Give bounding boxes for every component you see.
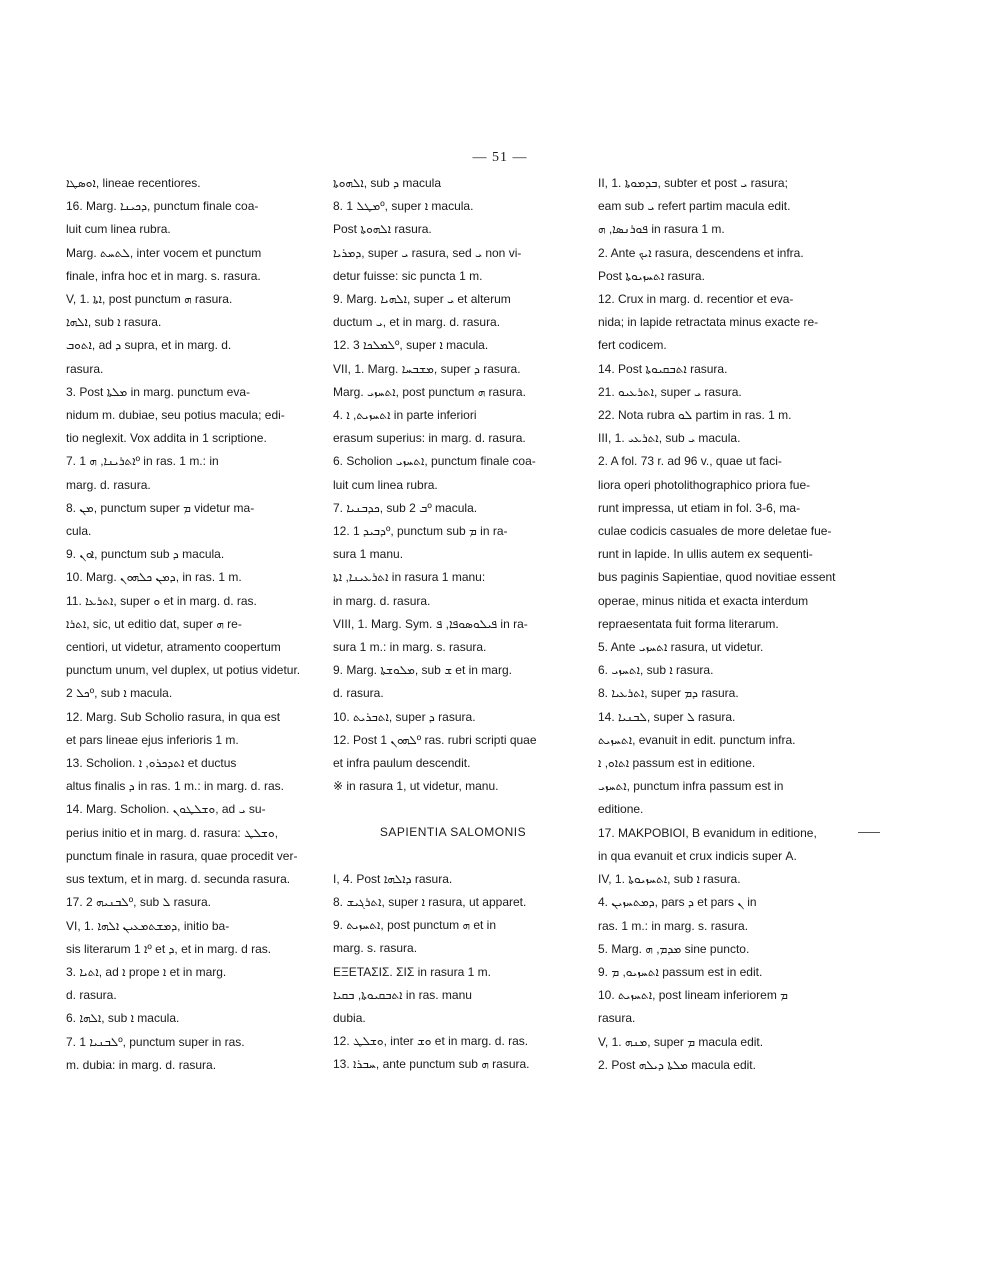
- text-line: 9. Marg. ܐܠܗܝܐ, super ܝ et alterum: [333, 292, 511, 307]
- text-line: 12. Post ܠܗܘܢ 1º ras. rubri scripti quae: [333, 732, 537, 747]
- text-line: finale, infra hoc et in marg. s. rasura.: [66, 268, 261, 283]
- blank-line: [333, 845, 573, 868]
- text-line: 14. Marg. Scholion. ܘܫܠܛܘܢ, ad ܝ su-: [66, 802, 266, 817]
- text-line: sus textum, et in marg. d. secunda rasura.: [66, 872, 291, 887]
- text-line: 12. Marg. Sub Scholio rasura, in qua est: [66, 709, 281, 724]
- text-line: 9. ܐܬܚܙܝܘ, ܡ passum est in edit.: [598, 964, 763, 979]
- text-line: 12. Crux in marg. d. recentior et eva-: [598, 292, 794, 307]
- text-line: Marg. ܠܬܚܬ, inter vocem et punctum: [66, 245, 262, 260]
- text-line: 12. ܘܫܠܛ, inter ܘܫ et in marg. d. ras.: [333, 1034, 529, 1049]
- text-line: V, 1. ܐܬܐ, post punctum ܗ rasura.: [66, 292, 233, 307]
- section-heading: SAPIENTIA SALOMONIS: [379, 825, 527, 840]
- text-line: ܐܬܐܘ, ܐ passum est in editione.: [598, 756, 756, 771]
- text-line: ܕܡܪܝܐ, super ܝ rasura, sed ܝ non vi-: [333, 245, 522, 260]
- text-line: VIII, 1. Marg. Sym. ܦܝܠܘܣܘܦܐ, ܦ in ra-: [333, 616, 528, 631]
- text-line: ductum ܝ, et in marg. d. rasura.: [333, 315, 501, 330]
- text-line: 8. ܡܛܠ 1º, super ܐ macula.: [333, 199, 474, 214]
- text-line: luit cum linea rubra.: [66, 222, 171, 237]
- text-line: nidum m. dubiae, seu potius macula; edi-: [66, 408, 285, 423]
- text-line: 3. Post ܡܠܬܐ in marg. punctum eva-: [66, 384, 250, 399]
- text-line: ܐܬܪܥܝܢܐ, ܐܬܐ in rasura 1 manu:: [333, 570, 486, 585]
- text-line: tio neglexit. Vox addita in 1 scriptione.: [66, 431, 267, 446]
- text-line: ܐܬܚܙܝ, punctum infra passum est in: [598, 779, 784, 794]
- text-line: 6. Scholion ܐܬܚܙܝ, punctum finale coa-: [333, 454, 536, 469]
- text-line: 7. ܟܕܒܢܝܐ, sub ܒ 2º macula.: [333, 500, 478, 515]
- text-line: Post ܐܬܚܙܝܘܬܐ rasura.: [598, 268, 705, 283]
- text-line: punctum unum, vel duplex, ut potius videtur.: [66, 663, 301, 678]
- text-line: editione.: [598, 802, 644, 817]
- text-line: 8. ܐܬܪܓܝܫ, super ܐ rasura, ut apparet.: [333, 894, 527, 909]
- text-line: in marg. d. rasura.: [333, 593, 431, 608]
- text-line: 17. ܠܒܢܝܗ 2º, sub ܠ rasura.: [66, 895, 212, 910]
- text-line: culae codicis casuales de more deletae fue-: [598, 524, 832, 539]
- text-line: 10. ܐܬܚܙܝܬ, post lineam inferiorem ܡ: [598, 988, 788, 1003]
- text-line: 6. ܐܬܚܙܝ, sub ܐ rasura.: [598, 663, 714, 678]
- text-column-middle: [333, 172, 573, 1077]
- text-line: et infra paulum descendit.: [333, 756, 471, 771]
- text-line: 2. Ante ܐܝܟ rasura, descendens et infra.: [598, 245, 804, 260]
- text-line: ΕΞΕΤΑΣΙΣ. ΣΙΣ in rasura 1 m.: [333, 964, 491, 979]
- text-line: 12. ܕܒܝܕ 1º, punctum sub ܡ in ra-: [333, 524, 508, 539]
- text-line: fert codicem.: [598, 338, 667, 353]
- text-line: rasura.: [66, 361, 104, 376]
- text-line: 13. Scholion. ܐܬܕܟܪܘ, ܐ et ductus: [66, 756, 237, 771]
- text-line: sura 1 manu.: [333, 547, 404, 562]
- text-line: ܟܠ 2º, sub ܐ macula.: [66, 686, 173, 701]
- text-line: punctum finale in rasura, quae procedit ver-: [66, 848, 298, 863]
- text-line: 10. Marg. ܕܡܢ ܟܠܗܘܢ, in ras. 1 m.: [66, 570, 242, 585]
- text-line: d. rasura.: [66, 988, 117, 1003]
- text-line: bus paginis Sapientiae, quod novitiae essent: [598, 570, 836, 585]
- text-line: Post ܐܠܗܘܬܐ rasura.: [333, 222, 432, 237]
- text-line: m. dubia: in marg. d. rasura.: [66, 1057, 217, 1072]
- text-line: 5. Ante ܐܬܚܙܝ rasura, ut videtur.: [598, 640, 764, 655]
- text-line: ܐܬܘܒ, ad ܕ supra, et in marg. d.: [66, 338, 232, 353]
- text-line: 4. ܕܡܬܚܙܝܢ, pars ܕ et pars ܢ in: [598, 895, 757, 910]
- text-line: ܐܬܒܩܝܘܬܐ, ܒܩܝܐ in ras. manu: [333, 987, 472, 1002]
- text-line: d. rasura.: [333, 686, 384, 701]
- text-line: cula.: [66, 524, 92, 539]
- text-line: et pars lineae ejus inferioris 1 m.: [66, 732, 239, 747]
- text-line: sura 1 m.: in marg. s. rasura.: [333, 640, 487, 655]
- text-line: 14. Post ܐܬܒܩܝܘܬܐ rasura.: [598, 361, 728, 376]
- text-line: nida; in lapide retractata minus exacte re-: [598, 315, 819, 330]
- text-line: ܐܬܪܐ, sic, ut editio dat, super ܗ re-: [66, 616, 242, 631]
- text-line: 3. ܐܬܝܐ, ad ܐ prope ܐ et in marg.: [66, 964, 227, 979]
- text-line: 16. Marg. ܕܟܝܢܐ, punctum finale coa-: [66, 199, 259, 214]
- text-line: I, 4. Post ܕܐܠܗܐ rasura.: [333, 871, 453, 886]
- text-line: erasum superius: in marg. d. rasura.: [333, 431, 526, 446]
- text-line: perius initio et in marg. d. rasura: ܘܫܠܛ,: [66, 825, 279, 840]
- text-line: dubia.: [333, 1010, 366, 1025]
- text-line: repraesentata fuit forma literarum.: [598, 616, 779, 631]
- text-line: 9. ܐܘܢ, punctum sub ܕ macula.: [66, 547, 225, 562]
- text-line: altus finalis ܕ in ras. 1 m.: in marg. d. ras.: [66, 779, 285, 794]
- text-line: VI, 1. ܕܡܫܬܡܥܝܢ ܐܠܗܐ, initio ba-: [66, 918, 230, 933]
- text-line: marg. d. rasura.: [66, 477, 151, 492]
- text-line: 4. ܐܬܚܙܝܬ, ܐ in parte inferiori: [333, 408, 477, 423]
- text-line: IV, 1. ܐܬܚܙܝܘܬܐ, sub ܐ rasura.: [598, 872, 741, 887]
- text-line: 2. A fol. 73 r. ad 96 v., quae ut faci-: [598, 454, 782, 469]
- text-line: runt in lapide. In ullis autem ex sequenti-: [598, 547, 813, 562]
- text-line: 22. Nota rubra ܠܘ partim in ras. 1 m.: [598, 408, 792, 423]
- text-line: 2. Post ܡܠܬܐ ܕܝܠܗ macula edit.: [598, 1057, 756, 1072]
- text-line: 11. ܐܬܪܥܐ, super ܘ et in marg. d. ras.: [66, 593, 257, 608]
- text-line: 7. ܐܬܪܝܢܐ, ܗ 1º in ras. 1 m.: in: [66, 454, 219, 469]
- text-line: rasura.: [598, 1011, 636, 1026]
- text-line: 21. ܐܬܪܥܝܘ, super ܝ rasura.: [598, 384, 742, 399]
- text-line: III, 1. ܐܬܪܥܝ, sub ܝ macula.: [598, 431, 741, 446]
- text-line: 8. ܐܬܪܥܝܐ, super ܕܡ rasura.: [598, 686, 739, 701]
- page-number: — 51 —: [472, 150, 528, 165]
- text-line: detur fuisse: sic puncta 1 m.: [333, 268, 483, 283]
- text-line: centiori, ut videtur, atramento coopertum: [66, 640, 281, 655]
- text-line: II, 1. ܒܕܡܘܬܐ, subter et post ܝ rasura;: [598, 176, 788, 190]
- text-line: Marg. ܐܬܚܙܝ, post punctum ܗ rasura.: [333, 384, 526, 399]
- text-line: VII, 1. Marg. ܡܫܒܚܐ, super ܕ rasura.: [333, 361, 521, 376]
- text-line: luit cum linea rubra.: [333, 477, 438, 492]
- text-line: runt impressa, ut etiam in fol. 3-6, ma-: [598, 500, 801, 515]
- text-line: liora operi photolithographico priora fue-: [598, 477, 811, 492]
- text-line: ※ in rasura 1, ut videtur, manu.: [333, 779, 499, 794]
- text-line: 9. Marg. ܡܠܘܫܬܐ, sub ܫ et in marg.: [333, 663, 512, 678]
- text-line: 9. ܐܬܚܙܝܬ, post punctum ܗ et in: [333, 918, 496, 933]
- text-line: ܐܠܗܘܬܐ, sub ܕ macula: [333, 176, 442, 190]
- margin-mark: [858, 832, 880, 833]
- text-line: eam sub ܝ refert partim macula edit.: [598, 199, 791, 214]
- text-line: ܦܘܪܢܣܐ, ܗ in rasura 1 m.: [598, 222, 725, 237]
- text-line: ܐܠܗܐ, sub ܐ rasura.: [66, 315, 162, 330]
- blank-line: [333, 798, 573, 821]
- text-line: 8. ܡܢ, punctum super ܡ videtur ma-: [66, 500, 255, 515]
- text-line: 5. Marg. ܡܕܡ, ܗ sine puncto.: [598, 941, 750, 956]
- text-line: 10. ܐܬܒܪܝܬ, super ܕ rasura.: [333, 709, 476, 724]
- text-line: in qua evanuit et crux indicis super Α.: [598, 848, 797, 863]
- text-line: 14. ܠܒܢܝܐ, super ܠ rasura.: [598, 709, 736, 724]
- text-line: 7. ܠܒܢܝܐ 1º, punctum super in ras.: [66, 1034, 245, 1049]
- text-line: 17. ΜΑΚΡΟΒΙΟΙ, Β evanidum in editione,: [598, 825, 817, 840]
- text-line: sis literarum ܐ 1º et ܕ, et in marg. d ras.: [66, 941, 272, 956]
- text-line: marg. s. rasura.: [333, 941, 418, 956]
- text-line: ܐܬܚܙܝܬ, evanuit in edit. punctum infra.: [598, 732, 796, 747]
- text-line: ܐܘܣܛܐ, lineae recentiores.: [66, 176, 201, 190]
- text-line: 6. ܐܠܗܐ, sub ܐ macula.: [66, 1011, 180, 1026]
- text-line: 13. ܚܒܪܐ, ante punctum sub ܗ rasura.: [333, 1057, 530, 1072]
- text-column-left: [66, 172, 308, 1077]
- text-line: ras. 1 m.: in marg. s. rasura.: [598, 918, 749, 933]
- text-line: V, 1. ܡܢܗ, super ܡ macula edit.: [598, 1034, 764, 1049]
- text-line: operae, minus nitida et exacta interdum: [598, 593, 809, 608]
- text-column-right: [598, 172, 840, 1077]
- text-line: 12. ܠܡܠܟܐ 3º, super ܐ macula.: [333, 338, 489, 353]
